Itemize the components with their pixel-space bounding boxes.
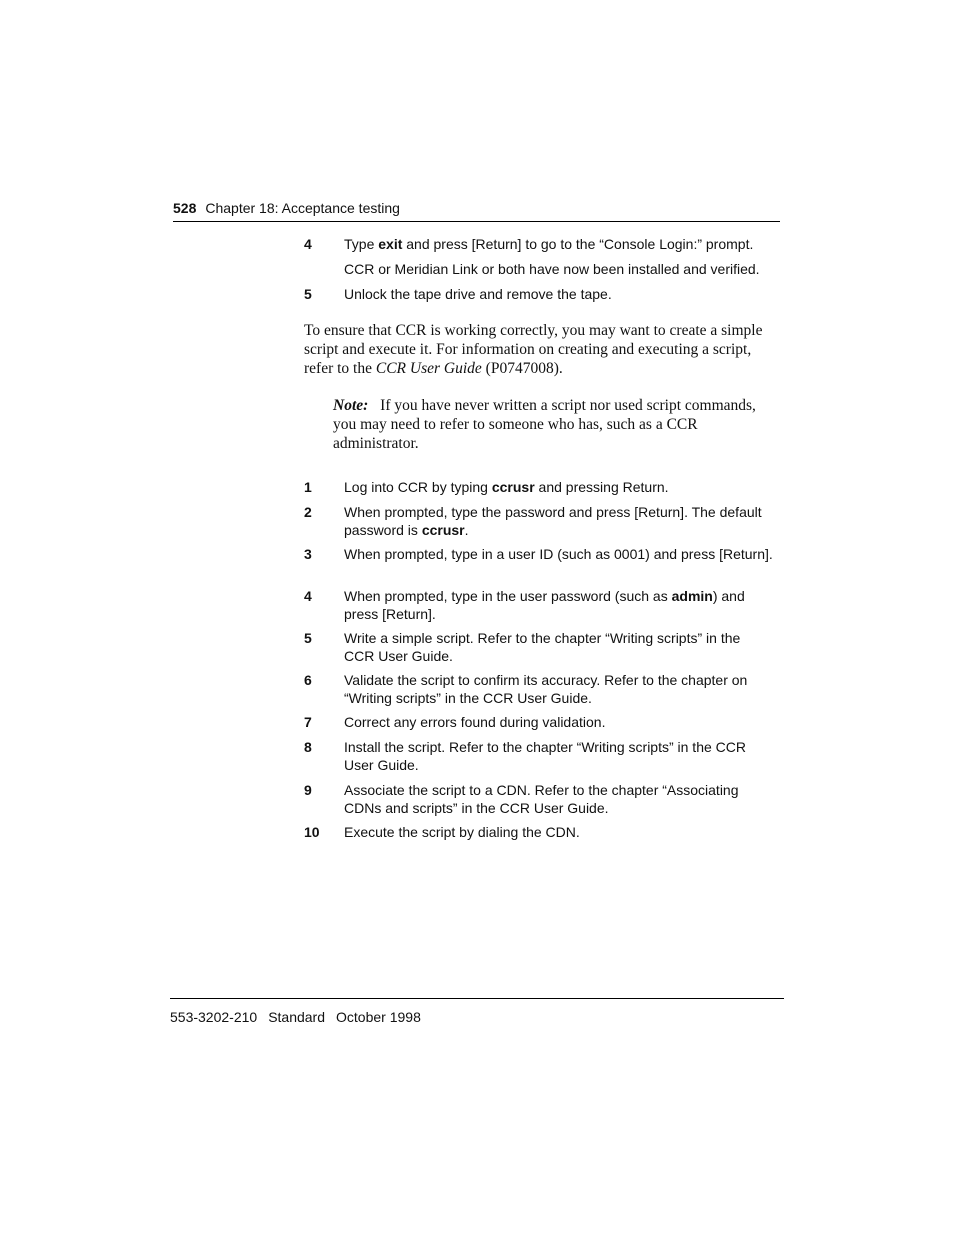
step-number: 4 bbox=[304, 236, 312, 252]
step-text: Install the script. Refer to the chapter “Writing scripts” in the CCR User Guide. bbox=[344, 739, 746, 773]
body-paragraph bbox=[304, 321, 774, 378]
step-number: 10 bbox=[304, 824, 320, 840]
step-number: 7 bbox=[304, 714, 312, 730]
step-text bbox=[344, 479, 774, 497]
step-text: Write a simple script. Refer to the chapter “Writing scripts” in the CCR User Guide. bbox=[344, 630, 741, 664]
step-text: When prompted, type in a user ID (such as 0001) and press [Return]. bbox=[344, 546, 773, 562]
command-exit: exit bbox=[378, 236, 403, 252]
step-number: 6 bbox=[304, 672, 312, 688]
step-number: 2 bbox=[304, 504, 312, 520]
password-ccrusr: ccrusr bbox=[421, 521, 465, 538]
install-step-4-result: CCR or Meridian Link or both have now been installed and verified. bbox=[344, 261, 760, 277]
step-number: 4 bbox=[304, 588, 312, 604]
step-text bbox=[344, 504, 774, 539]
step-number: 5 bbox=[304, 286, 312, 302]
step-number: 8 bbox=[304, 739, 312, 755]
command-ccrusr: ccrusr bbox=[491, 479, 535, 495]
step-text-post: and press [Return] to go to the “Console Login:” prompt. bbox=[402, 236, 754, 252]
step-text-pre: When prompted, type in the user password (such as bbox=[344, 588, 672, 604]
chapter-title: Chapter 18: Acceptance testing bbox=[205, 200, 400, 216]
paragraph-text-end: (P0747008). bbox=[481, 360, 563, 377]
step-text-pre: When prompted, type the password and press [Return]. The default password is bbox=[344, 504, 762, 538]
note bbox=[333, 396, 773, 453]
guide-title: CCR User Guide bbox=[375, 360, 482, 377]
doc-date: October 1998 bbox=[336, 1009, 421, 1025]
doc-number: 553-3202-210 bbox=[170, 1009, 258, 1025]
step-text-post: ) and press [Return]. bbox=[344, 588, 745, 622]
step-text bbox=[344, 588, 774, 623]
page-number: 528 bbox=[173, 200, 197, 216]
page-footer bbox=[170, 998, 784, 1026]
step-text: Validate the script to confirm its accuracy. Refer to the chapter on “Writing scripts” in the CCR User Guide. bbox=[344, 672, 748, 706]
note-text: If you have never written a script nor used script commands, you may need to refer to someone who has, such as a CCR administrator. bbox=[333, 397, 756, 452]
page-header bbox=[173, 199, 780, 222]
note-label: Note: bbox=[333, 397, 369, 414]
step-text-pre: Log into CCR by typing bbox=[344, 479, 492, 495]
step-text-post: and pressing Return. bbox=[534, 479, 669, 495]
step-text: Execute the script by dialing the CDN. bbox=[344, 824, 580, 840]
step-number: 1 bbox=[304, 479, 312, 495]
step-number: 9 bbox=[304, 782, 312, 798]
step-text bbox=[344, 236, 774, 254]
step-number: 3 bbox=[304, 546, 312, 562]
step-text: Unlock the tape drive and remove the tape. bbox=[344, 286, 612, 302]
doc-status: Standard bbox=[268, 1009, 326, 1025]
paragraph-text: To ensure that CCR is working correctly, you may want to create a simple script and execute it. For information on creating and executing a script, refer to the bbox=[304, 322, 763, 377]
step-text: Associate the script to a CDN. Refer to the chapter “Associating CDNs and scripts” in the CCR User Guide. bbox=[344, 782, 739, 816]
password-admin: admin bbox=[671, 588, 713, 604]
step-text-pre: Type bbox=[344, 236, 379, 252]
step-text-post: . bbox=[464, 521, 469, 538]
step-number: 5 bbox=[304, 630, 312, 646]
step-text: Correct any errors found during validation. bbox=[344, 714, 606, 730]
